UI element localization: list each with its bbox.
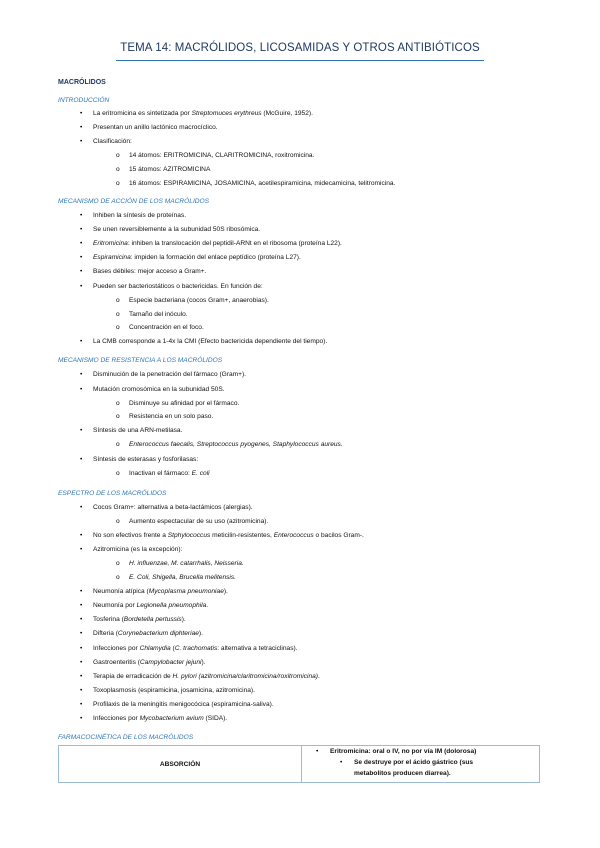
sub-list-item: Resistencia en un solo paso.: [129, 413, 214, 420]
sub-list-item: E. Coli, Shigella, Brucella melitensis.: [129, 574, 237, 581]
list-item: Profilaxis de la meningitis menigocócica (espiramicina-saliva).: [93, 701, 274, 708]
list-item: Mutación cromosómica en la subunidad 50S.: [93, 386, 225, 393]
bullet-icon: •: [80, 427, 83, 434]
list-item: Difteria (Corynebacterium diphteriae).: [93, 630, 203, 637]
list-item: Eritromicina: oral o IV, no por vía IM (dolorosa): [330, 748, 477, 755]
bullet-icon: •: [80, 687, 83, 694]
bullet-icon: o: [116, 441, 120, 448]
bullet-icon: •: [80, 504, 83, 511]
list-item: Neumonía atípica (Mycoplasma pneumoniae).: [93, 588, 228, 595]
list-item: Neumonía por Legionella pneumophila.: [93, 602, 209, 609]
bullet-icon: •: [80, 532, 83, 539]
bullet-icon: o: [116, 518, 120, 525]
bullet-icon: •: [80, 268, 83, 275]
list-item: Infecciones por Mycobacterium avium (SIDA).: [93, 715, 228, 722]
bullet-icon: •: [340, 759, 343, 766]
bullet-icon: •: [80, 546, 83, 553]
table-row: [59, 746, 540, 783]
heading-mecanismo-accion: MECANISMO DE ACCIÓN DE LOS MACRÓLIDOS: [58, 198, 210, 205]
sub-list-item: Enterococcus faecalis, Streptococcus pyogenes, Staphylococcus aureus.: [129, 441, 343, 448]
bullet-icon: •: [80, 254, 83, 261]
list-item: Disminución de la penetración del fármaco (Gram+).: [93, 371, 247, 378]
bullet-icon: •: [80, 138, 83, 145]
heading-espectro: ESPECTRO DE LOS MACRÓLIDOS: [58, 490, 167, 497]
sub-list-item: Tamaño del inóculo.: [129, 311, 188, 318]
bullet-icon: o: [116, 311, 120, 318]
bullet-icon: o: [116, 297, 120, 304]
bullet-icon: •: [80, 602, 83, 609]
bullet-icon: •: [80, 283, 83, 290]
bullet-icon: •: [80, 630, 83, 637]
pharmacokinetics-table: [58, 745, 540, 783]
heading-resistencia: MECANISMO DE RESISTENCIA A LOS MACRÓLIDOS: [58, 357, 223, 364]
sub-list-item: Concentración en el foco.: [129, 324, 204, 331]
sub-list-item: 14 átomos: ERITROMICINA, CLARITROMICINA, roxitromicina.: [129, 152, 315, 159]
bullet-icon: o: [116, 152, 120, 159]
bullet-icon: o: [116, 413, 120, 420]
list-item: La CMB corresponde a 1-4x la CMI (Efecto bactericida dependiente del tiempo).: [93, 338, 328, 345]
sub-list-item: H. influenzae, M. catarrhalis, Neisseria.: [129, 560, 244, 567]
bullet-icon: o: [116, 560, 120, 567]
bullet-icon: o: [116, 166, 120, 173]
bullet-icon: •: [80, 715, 83, 722]
heading-farmacocinetica: FARMACOCINÉTICA DE LOS MACRÓLIDOS: [58, 734, 194, 741]
bullet-icon: •: [80, 338, 83, 345]
bullet-icon: •: [80, 616, 83, 623]
list-item: La eritromicina es sintetizada por Streptomuces erythreus (McGuire, 1952).: [93, 110, 313, 117]
table-cell-label: ABSORCIÓN: [59, 746, 302, 783]
list-item: Se unen reversiblemente a la subunidad 50S ribosómica.: [93, 226, 261, 233]
bullet-icon: •: [80, 226, 83, 233]
list-item: Bases débiles: mejor acceso a Gram+.: [93, 268, 207, 275]
list-item: Cocos Gram+: alternativa a beta-lactámicos (alergias).: [93, 504, 253, 511]
list-item: No son efectivos frente a Stphylococcus meticilin-resistentes, Enterococcus o bacilos Gram-.: [93, 532, 364, 539]
list-item: Toxoplasmosis (espiramicina, josamicina, azitromicina).: [93, 687, 255, 694]
section-heading-macrolidos: MACRÓLIDOS: [58, 79, 106, 86]
bullet-icon: o: [116, 324, 120, 331]
bullet-icon: o: [116, 574, 120, 581]
title-underline: [116, 60, 484, 61]
list-item: Tosferina (Bordetella pertussis).: [93, 616, 186, 623]
bullet-icon: •: [80, 371, 83, 378]
table-cell-value: [302, 746, 540, 783]
sub-list-item: 15 átomos: AZITROMICINA: [129, 166, 211, 173]
bullet-icon: o: [116, 470, 120, 477]
bullet-icon: •: [80, 588, 83, 595]
list-item: Inhiben la síntesis de proteínas.: [93, 212, 187, 219]
bullet-icon: o: [116, 400, 120, 407]
bullet-icon: •: [80, 701, 83, 708]
bullet-icon: •: [80, 673, 83, 680]
list-item: Terapia de erradicación de H. pylori (azitromicina/claritromicina/roxitromicina).: [93, 673, 320, 680]
sub-list-item: Se destruye por el ácido gástrico (sus: [354, 759, 474, 766]
sub-list-item: 16 átomos: ESPIRAMICINA, JOSAMICINA, acetilespiramicina, midecamicina, telitromicina.: [129, 180, 396, 187]
bullet-icon: •: [80, 645, 83, 652]
list-item: Infecciones por Chlamydia (C. trachomatis: alternativa a tetraciclinas).: [93, 645, 298, 652]
list-item: Síntesis de una ARN-metilasa.: [93, 427, 183, 434]
list-item: Síntesis de esterasas y fosforilasas:: [93, 456, 199, 463]
list-item: Azitromicina (es la excepción):: [93, 546, 183, 553]
list-item: Eritromicina: inhiben la translocación del peptidil-ARNt en el ribosoma (proteína L22).: [93, 240, 342, 247]
bullet-icon: •: [316, 748, 319, 755]
sub-list-item: Aumento espectacular de su uso (azitromicina).: [129, 518, 269, 525]
list-item: Gastroenteritis (Campylobacter jejuni).: [93, 659, 206, 666]
bullet-icon: •: [80, 386, 83, 393]
list-item: Pueden ser bacteriostáticos o bactericidas. En función de:: [93, 283, 263, 290]
list-item: Espiramicina: impiden la formación del enlace peptídico (proteína L27).: [93, 254, 301, 261]
sub-list-item: Disminuye su afinidad por el fármaco.: [129, 400, 240, 407]
bullet-icon: •: [80, 124, 83, 131]
bullet-icon: •: [80, 659, 83, 666]
sub-list-item-continued: metabolitos producen diarrea).: [354, 770, 451, 777]
bullet-icon: •: [80, 212, 83, 219]
list-item: Clasificación:: [93, 138, 132, 145]
heading-introduccion: INTRODUCCIÓN: [58, 97, 110, 104]
bullet-icon: •: [80, 240, 83, 247]
bullet-icon: •: [80, 110, 83, 117]
sub-list-item: Inactivan el fármaco: E. coli: [129, 470, 210, 477]
bullet-icon: •: [80, 456, 83, 463]
sub-list-item: Especie bacteriana (cocos Gram+, anaerobias).: [129, 297, 269, 304]
list-item: Presentan un anillo lactónico macrocíclico.: [93, 124, 218, 131]
bullet-icon: o: [116, 180, 120, 187]
page-title: TEMA 14: MACRÓLIDOS, LICOSAMIDAS Y OTROS ANTIBIÓTICOS: [120, 42, 480, 54]
